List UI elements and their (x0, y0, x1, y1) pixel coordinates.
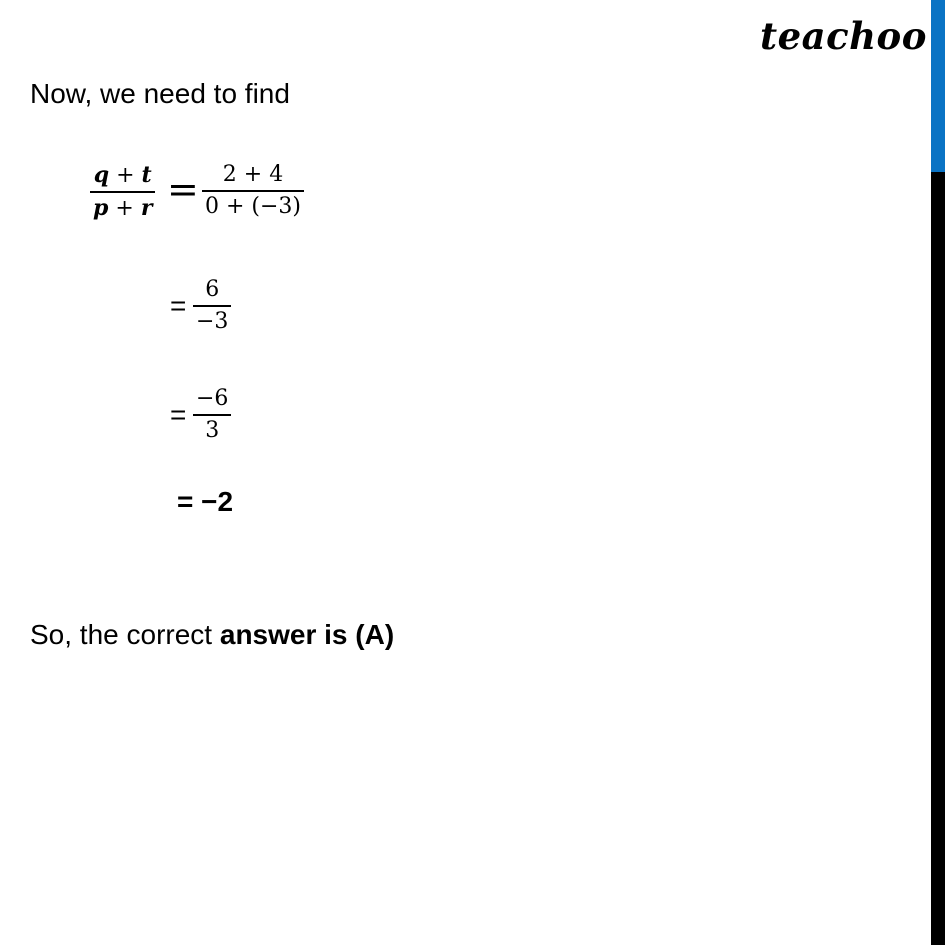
step1-denominator: −3 (196, 309, 229, 334)
equals-sign: = (167, 167, 199, 211)
rhs-fraction (202, 160, 304, 222)
lhs-fraction (90, 160, 155, 224)
step1-equals: = (170, 290, 187, 321)
step2-fraction (193, 384, 231, 446)
sidebar-bar (931, 0, 945, 945)
conclusion-prefix: So, the correct (30, 619, 220, 650)
step1-fraction (193, 275, 231, 337)
step2-denominator: 3 (205, 418, 220, 443)
intro-text: Now, we need to find (30, 78, 290, 109)
rhs-denominator: 0 + (−3) (205, 194, 302, 219)
step2-equals: = (170, 399, 187, 430)
conclusion-text (30, 619, 394, 651)
rhs-numerator: 2 + 4 (222, 162, 284, 187)
lhs-denominator: p + r (93, 195, 153, 221)
lhs-numerator: q + t (93, 162, 152, 188)
sidebar-accent (931, 0, 945, 172)
brand-logo: teachoo (760, 14, 927, 58)
final-result: = −2 (177, 486, 234, 517)
conclusion-answer: answer is (A) (219, 619, 395, 650)
step1-numerator: 6 (205, 277, 220, 302)
step2-numerator: −6 (196, 386, 229, 411)
